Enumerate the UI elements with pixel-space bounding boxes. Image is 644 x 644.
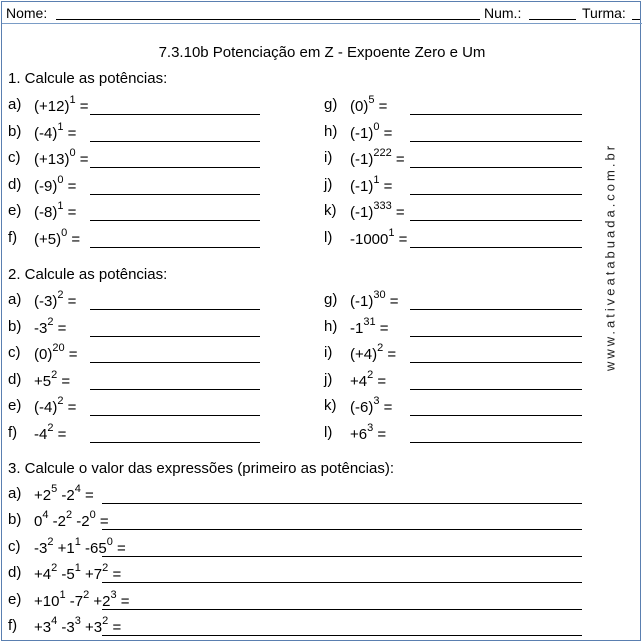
exercise-item [8, 538, 582, 558]
answer-line[interactable] [102, 556, 582, 557]
item-expression [350, 96, 387, 115]
item-expression [34, 149, 89, 168]
exponent: 2 [65, 509, 73, 521]
expression-term: = [379, 399, 393, 416]
answer-line[interactable] [90, 362, 260, 363]
exponent: 2 [47, 422, 54, 434]
exponent: 222 [373, 147, 392, 159]
answer-line[interactable] [410, 114, 582, 115]
exercise-item [324, 202, 582, 222]
expression-term: +3 [34, 619, 52, 636]
section-heading: 1. Calcule as potências: [8, 70, 168, 87]
exercise-item [8, 564, 582, 584]
item-label: f) [8, 229, 18, 246]
item-label: j) [324, 176, 333, 193]
expression-term: = [63, 125, 77, 142]
exponent: 2 [47, 536, 54, 548]
expression-term: = [63, 178, 77, 195]
answer-line[interactable] [410, 362, 582, 363]
exponent: 1 [74, 562, 81, 574]
item-label: b) [8, 123, 22, 140]
item-label: c) [8, 149, 21, 166]
item-expression [350, 397, 392, 416]
number-label: Num.: [484, 5, 522, 21]
exercise-item [8, 96, 260, 116]
item-label: c) [8, 538, 21, 555]
item-label: f) [8, 424, 18, 441]
expression-term: +2 [89, 593, 111, 610]
exponent: 2 [102, 562, 109, 574]
expression-term: -3 [57, 619, 75, 636]
answer-line[interactable] [90, 141, 260, 142]
item-expression [350, 344, 396, 363]
expression-term: (0) [350, 98, 369, 115]
item-expression [34, 564, 121, 583]
exponent: 2 [47, 316, 54, 328]
expression-term: -7 [65, 593, 84, 610]
item-expression [34, 591, 130, 610]
answer-line[interactable] [90, 336, 260, 337]
expression-term: (-4) [34, 125, 58, 142]
exercise-item [324, 397, 582, 417]
answer-line[interactable] [102, 582, 582, 583]
item-expression [34, 538, 126, 557]
expression-term: = [108, 619, 122, 636]
expression-term: +5 [34, 373, 52, 390]
expression-term: +1 [53, 540, 75, 557]
expression-term: (-1) [350, 151, 374, 168]
item-expression [350, 176, 392, 195]
item-label: a) [8, 96, 22, 113]
item-label: l) [324, 424, 333, 441]
exercise-item [8, 591, 582, 611]
item-label: f) [8, 617, 18, 634]
item-label: k) [324, 202, 337, 219]
exercise-item [8, 149, 260, 169]
exponent: 2 [51, 369, 58, 381]
item-label: i) [324, 344, 333, 361]
name-label: Nome: [6, 5, 48, 21]
exponent: 0 [89, 509, 96, 521]
exercise-item [324, 424, 582, 444]
answer-line[interactable] [90, 114, 260, 115]
item-label: j) [324, 371, 333, 388]
exponent: 1 [57, 200, 64, 212]
exercise-item [324, 291, 582, 311]
expression-term: (-4) [34, 399, 58, 416]
item-label: h) [324, 123, 338, 140]
item-label: c) [8, 344, 21, 361]
answer-line[interactable] [90, 442, 260, 443]
expression-term: (-1) [350, 204, 374, 221]
exponent: 3 [74, 615, 81, 627]
exercise-item [8, 202, 260, 222]
header-bar [2, 2, 642, 24]
answer-line[interactable] [410, 194, 582, 195]
exercise-item [8, 424, 260, 444]
expression-term: (-1) [350, 125, 374, 142]
exercise-item [324, 229, 582, 249]
answer-line[interactable] [410, 442, 582, 443]
answer-line[interactable] [90, 167, 260, 168]
item-expression [350, 123, 392, 142]
expression-term: = [63, 399, 77, 416]
exercise-item [8, 511, 582, 531]
site-watermark [598, 132, 622, 382]
item-label: k) [324, 397, 337, 414]
expression-term: = [379, 178, 393, 195]
exercise-item [8, 176, 260, 196]
answer-line[interactable] [90, 220, 260, 221]
exponent: 5 [368, 94, 375, 106]
exponent: 1 [69, 94, 76, 106]
expression-term: -5 [57, 566, 75, 583]
expression-term: +3 [80, 619, 103, 636]
item-label: a) [8, 485, 22, 502]
answer-line[interactable] [90, 415, 260, 416]
expression-term: (-6) [350, 399, 374, 416]
item-expression [34, 291, 76, 310]
item-expression [34, 617, 121, 636]
item-label: d) [8, 176, 22, 193]
section-heading: 3. Calcule o valor das expressões (primeiro as potências): [8, 460, 395, 477]
number-field-line[interactable] [529, 19, 576, 20]
exercise-item [8, 229, 260, 249]
exponent: 31 [363, 316, 376, 328]
expression-term: = [391, 151, 405, 168]
expression-term: = [373, 426, 387, 443]
item-expression [34, 485, 94, 504]
expression-term: = [373, 373, 387, 390]
item-expression [350, 291, 399, 310]
worksheet-frame [1, 1, 641, 641]
item-expression [34, 397, 76, 416]
expression-term: -1 [350, 320, 364, 337]
expression-term: -2 [48, 513, 66, 530]
item-expression [34, 202, 76, 221]
item-label: b) [8, 318, 22, 335]
item-expression [350, 424, 386, 443]
exercise-item [8, 344, 260, 364]
expression-term: = [67, 231, 81, 248]
class-label: Turma: [582, 5, 626, 21]
answer-line[interactable] [410, 167, 582, 168]
exponent: 30 [373, 289, 386, 301]
exponent: 5 [51, 483, 58, 495]
item-expression [34, 344, 78, 363]
expression-term: = [64, 346, 78, 363]
answer-line[interactable] [90, 194, 260, 195]
exercise-item [8, 397, 260, 417]
expression-term: (-8) [34, 204, 58, 221]
expression-term: = [391, 204, 405, 221]
site-url: www.ativeatabuada.com.br [602, 142, 618, 372]
exercise-item [8, 123, 260, 143]
expression-term: = [108, 566, 122, 583]
exponent: 0 [61, 227, 68, 239]
item-expression [34, 123, 76, 142]
item-label: e) [8, 202, 22, 219]
expression-term: -3 [34, 320, 48, 337]
item-label: b) [8, 511, 22, 528]
item-expression [34, 424, 66, 443]
expression-term: = [394, 231, 408, 248]
item-expression [350, 149, 405, 168]
exponent: 2 [102, 615, 109, 627]
exponent: 2 [377, 342, 384, 354]
answer-line[interactable] [102, 635, 582, 636]
expression-term: +7 [80, 566, 103, 583]
answer-line[interactable] [102, 529, 582, 530]
exponent: 333 [373, 200, 392, 212]
item-label: d) [8, 371, 22, 388]
expression-term: = [116, 593, 130, 610]
exercise-item [324, 176, 582, 196]
expression-term: = [63, 293, 77, 310]
exponent: 20 [52, 342, 65, 354]
item-expression [350, 202, 405, 221]
name-field-line[interactable] [56, 19, 480, 20]
exponent: 2 [57, 289, 64, 301]
exponent: 0 [57, 174, 64, 186]
answer-line[interactable] [410, 415, 582, 416]
answer-line[interactable] [410, 389, 582, 390]
exercise-item [324, 123, 582, 143]
section-heading: 2. Calcule as potências: [8, 266, 168, 283]
exponent: 1 [57, 121, 64, 133]
expression-term: +4 [350, 373, 368, 390]
exercise-item [8, 291, 260, 311]
expression-term: -1000 [350, 231, 389, 248]
answer-line[interactable] [410, 220, 582, 221]
exponent: 0 [106, 536, 113, 548]
item-label: i) [324, 149, 333, 166]
expression-term: (+5) [34, 231, 62, 248]
item-expression [34, 176, 76, 195]
exponent: 3 [373, 395, 380, 407]
expression-term: = [53, 426, 67, 443]
expression-term: -4 [34, 426, 48, 443]
exponent: 2 [83, 589, 90, 601]
expression-term: -65 [80, 540, 107, 557]
exponent: 2 [51, 562, 58, 574]
answer-line[interactable] [410, 141, 582, 142]
exponent: 1 [373, 174, 380, 186]
expression-term: = [53, 320, 67, 337]
item-label: e) [8, 397, 22, 414]
answer-line[interactable] [410, 247, 582, 248]
item-expression [34, 511, 109, 530]
expression-term: = [375, 320, 389, 337]
exponent: 3 [367, 422, 374, 434]
exercise-item [324, 318, 582, 338]
item-expression [34, 229, 80, 248]
item-label: e) [8, 591, 22, 608]
exercise-item [8, 318, 260, 338]
expression-term: +10 [34, 593, 60, 610]
expression-term: = [112, 540, 126, 557]
item-expression [350, 318, 389, 337]
exponent: 1 [59, 589, 66, 601]
expression-term: = [379, 125, 393, 142]
expression-term: (+4) [350, 346, 378, 363]
item-label: d) [8, 564, 22, 581]
exponent: 4 [74, 483, 81, 495]
item-label: a) [8, 291, 22, 308]
class-field-line[interactable] [632, 19, 640, 20]
item-label: g) [324, 291, 338, 308]
exponent: 4 [42, 509, 49, 521]
exercise-item [324, 371, 582, 391]
exponent: 2 [57, 395, 64, 407]
exponent: 1 [74, 536, 81, 548]
exponent: 3 [110, 589, 117, 601]
item-expression [34, 371, 70, 390]
exponent: 1 [388, 227, 395, 239]
exponent: 4 [51, 615, 58, 627]
expression-term: +6 [350, 426, 368, 443]
answer-line[interactable] [90, 309, 260, 310]
exercise-item [8, 371, 260, 391]
expression-term: -3 [34, 540, 48, 557]
expression-term: -2 [57, 487, 75, 504]
exercise-item [324, 344, 582, 364]
expression-term: = [80, 487, 94, 504]
expression-term: +2 [34, 487, 52, 504]
expression-term: 0 [34, 513, 43, 530]
expression-term: (-1) [350, 178, 374, 195]
expression-term: = [75, 151, 89, 168]
expression-term: (-3) [34, 293, 58, 310]
answer-line[interactable] [102, 609, 582, 610]
expression-term: = [63, 204, 77, 221]
exercise-item [8, 617, 582, 637]
exercise-item [324, 96, 582, 116]
expression-term: = [75, 98, 89, 115]
worksheet-title: 7.3.10b Potenciação em Z - Expoente Zero e Um [158, 44, 486, 61]
expression-term: (+12) [34, 98, 70, 115]
answer-line[interactable] [410, 336, 582, 337]
expression-term: = [57, 373, 71, 390]
exponent: 0 [69, 147, 76, 159]
expression-term: (+13) [34, 151, 70, 168]
expression-term: (-1) [350, 293, 374, 310]
expression-term: +4 [34, 566, 52, 583]
item-expression [34, 318, 66, 337]
item-expression [34, 96, 89, 115]
exponent: 0 [373, 121, 380, 133]
expression-term: = [95, 513, 109, 530]
expression-term: = [374, 98, 388, 115]
answer-line[interactable] [90, 389, 260, 390]
answer-line[interactable] [102, 503, 582, 504]
answer-line[interactable] [90, 247, 260, 248]
exercise-item [324, 149, 582, 169]
item-label: l) [324, 229, 333, 246]
item-expression [350, 371, 386, 390]
exponent: 2 [367, 369, 374, 381]
exercise-item [8, 485, 582, 505]
item-expression [350, 229, 407, 248]
item-label: h) [324, 318, 338, 335]
expression-term: = [383, 346, 397, 363]
expression-term: (-9) [34, 178, 58, 195]
item-label: g) [324, 96, 338, 113]
answer-line[interactable] [410, 309, 582, 310]
expression-term: = [385, 293, 399, 310]
expression-term: -2 [72, 513, 90, 530]
expression-term: (0) [34, 346, 53, 363]
